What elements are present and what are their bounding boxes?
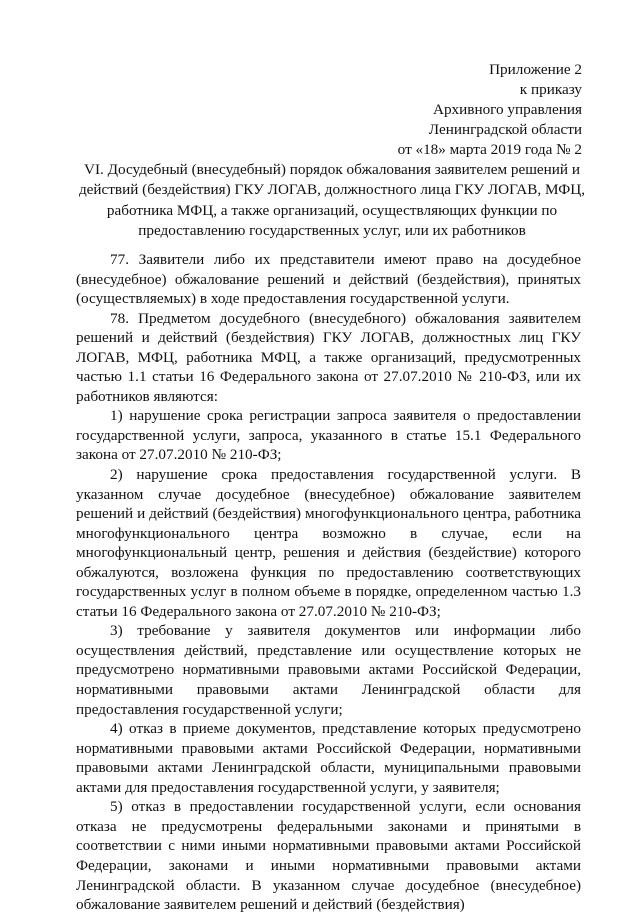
list-item-4: 4) отказ в приеме документов, представление которых предусмотрено нормативными правовыми актами Российской Федерации, нормативными правовыми актами Ленинградской области, муниципальными правовыми актами для предоставления государственной услуги, у заявителя; [76, 720, 581, 796]
appendix-order-ref: к приказу [519, 81, 582, 98]
appendix-date: от «18» марта 2019 года № 2 [397, 141, 582, 158]
list-item-5: 5) отказ в предоставлении государственной услуги, если основания отказа не предусмотрены федеральными законами и принятыми в соответствии с ними иными нормативными правовыми актами Российской Федерации, законами и иными нормативными правовыми актами Ленинградской области. В указанном случае досудебное (внесудебное) обжалование заявителем решений и действий (бездействия) [76, 798, 581, 914]
list-item-2: 2) нарушение срока предоставления государственной услуги. В указанном случае досудебное (внесудебное) обжалование заявителем решений и действий (бездействия) многофункционального центра, работника многофункционального центра возможно в случае, если на многофункциональный центр, решения и действия (бездействие) которого обжалуются, возложена функция по предоставлению соответствующих государственных услуг в полном объеме в порядке, определенном частью 1.3 статьи 16 Федерального закона от 27.07.2010 № 210-ФЗ; [76, 466, 581, 620]
appendix-header [398, 60, 582, 160]
paragraph-78: 78. Предметом досудебного (внесудебного) обжалования заявителем решений и действий (бездействия) ГКУ ЛОГАВ, должностных лиц ГКУ ЛОГАВ, МФЦ, работника МФЦ, а также организаций, предусмотренных частью 1.1 статьи 16 Федерального закона от 27.07.2010 № 210-ФЗ, или их работников являются: [76, 309, 581, 405]
paragraph-77: 77. Заявители либо их представители имеют право на досудебное (внесудебное) обжалование решений и действий (бездействия), принятых (осуществляемых) в ходе предоставления государственной услуги. [76, 251, 581, 308]
list-item-3: 3) требование у заявителя документов или информации либо осуществления действий, представление или осуществление которых не предусмотрено нормативными правовыми актами Российской Федерации, нормативными правовыми актами Ленинградской области для предоставления государственной услуги; [76, 622, 581, 718]
list-item-1: 1) нарушение срока регистрации запроса заявителя о предоставлении государственной услуги, запроса, указанного в статье 15.1 Федерального закона от 27.07.2010 № 210-ФЗ; [76, 407, 581, 464]
appendix-number: Приложение 2 [489, 61, 582, 78]
section-title: VI. Досудебный (внесудебный) порядок обжалования заявителем решений и действий (бездействия) ГКУ ЛОГАВ, должностного лица ГКУ ЛОГАВ, МФЦ, работника МФЦ, а также организаций, осуществляющих функции по предоставлению государственных услуг, или их работников [78, 161, 586, 239]
appendix-department: Архивного управления [432, 101, 582, 118]
document-body [76, 250, 581, 915]
appendix-region: Ленинградской области [428, 121, 582, 138]
